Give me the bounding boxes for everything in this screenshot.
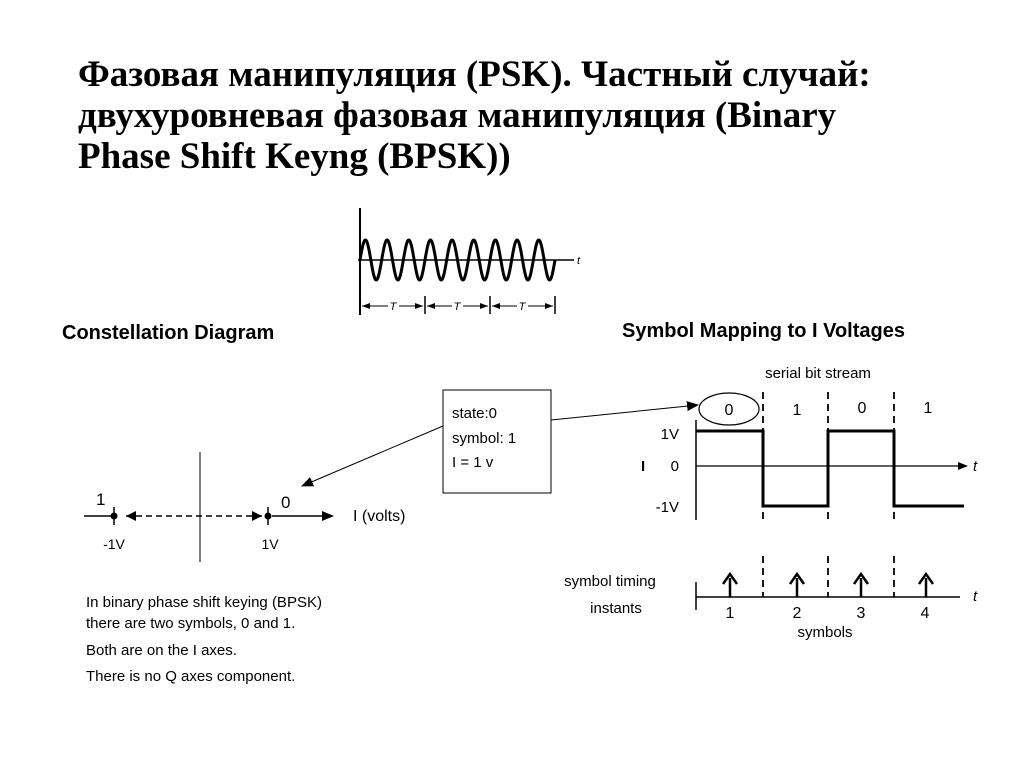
mapping-t-label: t: [973, 458, 978, 475]
bpsk-waveform: [358, 208, 581, 315]
symbols-label: symbols: [797, 624, 853, 641]
level-label-mid: 0: [670, 458, 679, 475]
instants-label: instants: [590, 600, 642, 617]
bit-label: 0: [857, 400, 867, 417]
symbol-number: 1: [725, 605, 735, 622]
note-line-2: there are two symbols, 0 and 1.: [86, 615, 296, 632]
callout-line-2: symbol: 1: [452, 430, 517, 447]
symbol-mapping-heading: Symbol Mapping to I Voltages: [622, 320, 905, 342]
constellation-value: 1V: [261, 536, 279, 552]
symbol-mapping-diagram: [564, 365, 978, 641]
period-dimensions: [362, 296, 555, 314]
title-line-1: Фазовая манипуляция (PSK). Частный случай:: [78, 54, 871, 95]
callout-line-1: state:0: [452, 405, 498, 422]
timing-arrow: [723, 574, 737, 597]
i-axis-arrowhead: [322, 511, 334, 521]
timing-arrow: [919, 574, 933, 597]
symbol-number: 3: [856, 605, 866, 622]
timing-arrow: [790, 574, 804, 597]
constellation-point-1: [96, 490, 126, 552]
constellation-symbol: 0: [281, 493, 291, 512]
note-line-1: In binary phase shift keying (BPSK): [86, 594, 322, 611]
constellation-heading: Constellation Diagram: [62, 322, 275, 344]
bit-label: 0: [724, 402, 734, 419]
constellation-diagram: [84, 390, 698, 562]
symbol-timing-label: symbol timing: [564, 573, 656, 590]
waveform-t-label: t: [577, 255, 581, 267]
level-label-bottom: -1V: [655, 499, 679, 516]
bit-label: 1: [923, 400, 933, 417]
symbol-number: 2: [792, 605, 802, 622]
constellation-point-0: [261, 493, 290, 552]
symbol-number: 4: [920, 605, 930, 622]
bit-label: 1: [792, 402, 802, 419]
i-voltage-label: I: [641, 458, 646, 475]
period-label: T: [453, 301, 461, 313]
title-line-2: двухуровневая фазовая манипуляция (Binary: [78, 95, 837, 136]
serial-bit-stream-label: serial bit stream: [765, 365, 871, 382]
i-axis-label: I (volts): [353, 508, 406, 525]
note-line-4: There is no Q axes component.: [86, 668, 296, 685]
level-label-top: 1V: [660, 426, 679, 443]
nrz-waveform: [696, 431, 964, 506]
title-line-3: Phase Shift Keyng (BPSK)): [78, 136, 511, 177]
callout-line-3: I = 1 v: [452, 454, 494, 471]
mapping-t-arrowhead: [958, 462, 968, 470]
constellation-symbol: 1: [96, 490, 106, 509]
dashed-arrow-left: [126, 511, 136, 521]
callout-pointer-right: [551, 405, 698, 420]
note-line-3: Both are on the I axes.: [86, 642, 237, 659]
constellation-dot: [111, 513, 118, 520]
constellation-dot: [265, 513, 272, 520]
callout-pointer-left: [302, 426, 443, 486]
dashed-arrow-right: [252, 511, 262, 521]
period-label: T: [389, 301, 397, 313]
constellation-value: -1V: [103, 536, 125, 552]
timing-arrow: [854, 574, 868, 597]
period-label: T: [518, 301, 526, 313]
timing-t-label: t: [973, 588, 978, 605]
